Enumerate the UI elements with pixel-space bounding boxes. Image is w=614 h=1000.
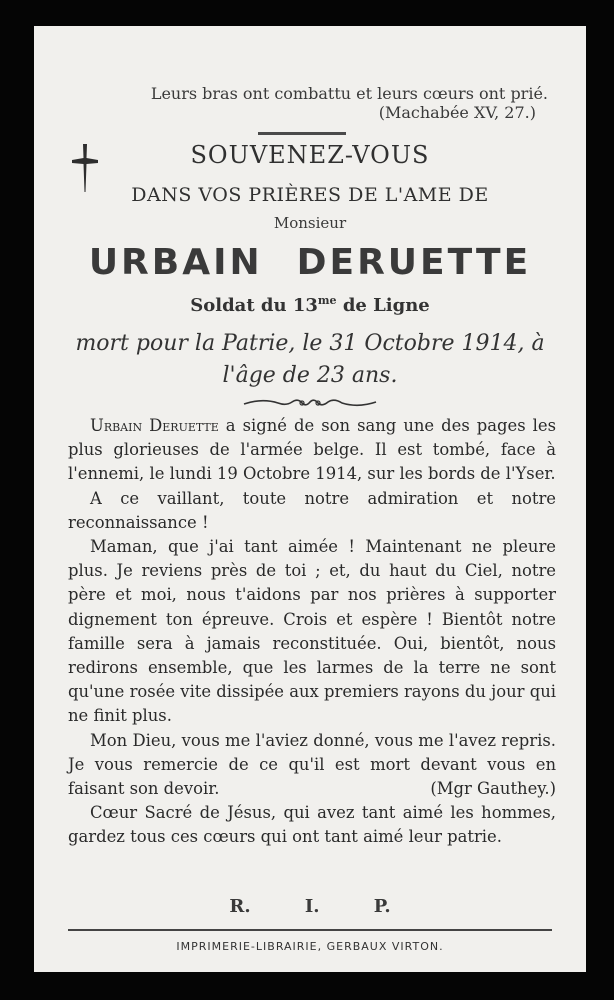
flourish-ornament (242, 396, 378, 410)
honorific: Monsieur (273, 214, 347, 232)
epigraph-reference: (Machabée XV, 27.) (378, 103, 536, 122)
paragraph-3: Maman, que j'ai tant aimée ! Maintenant ne pleure plus. Je reviens près de toi ; et, du haut du Ciel, notre père et moi, nous t'aidons par nos prières à supporter dignement ton épreuve. Crois et espère ! Bientôt notre famille sera à jamais reconstituée. Oui, bientôt, nous redirons ensemble, que les larmes de la terre ne sont qu'une rosée vite dissipée aux premiers rayons du jour qui ne finit plus. (68, 537, 556, 726)
first-name: URBAIN (88, 242, 263, 283)
paragraph-4 (68, 729, 556, 802)
rank-suffix: de Ligne (336, 295, 430, 316)
top-rule (258, 132, 346, 135)
paragraph-1 (68, 414, 556, 487)
heading-souvenez: SOUVENEZ-VOUS (190, 141, 430, 169)
rank-line (34, 294, 586, 316)
heading-prieres: DANS VOS PRIÈRES DE L'AME DE (131, 184, 489, 206)
death-info (34, 328, 586, 392)
paragraph-2: A ce vaillant, toute notre admiration et notre reconnaissance ! (68, 488, 556, 532)
bottom-rule (68, 929, 552, 931)
rip-line: R. I. P. (229, 896, 391, 917)
epigraph-quote: Leurs bras ont combattu et leurs cœurs ont prié. (150, 84, 548, 103)
paragraph-5: Cœur Sacré de Jésus, qui avez tant aimé les hommes, gardez tous ces cœurs qui ont tant aimé leur patrie. (68, 803, 556, 847)
paragraph-4-text: Mon Dieu, vous me l'aviez donné, vous me l'avez repris. Je vous remercie de ce qu'il est mort devant vous en faisant son devoir. (68, 730, 556, 799)
epigraph (151, 84, 548, 122)
paragraph-4-signature: (Mgr Gauthey.) (430, 779, 556, 799)
body-text (68, 414, 556, 850)
paragraph-1-name: Urbain Deruette (90, 416, 219, 435)
death-line-2: l'âge de 23 ans. (222, 363, 398, 388)
rank-prefix: Soldat du 13 (190, 295, 318, 316)
printer-imprint: IMPRIMERIE-LIBRAIRIE, GERBAUX VIRTON. (176, 940, 444, 953)
memorial-card (34, 26, 586, 972)
deceased-name (34, 242, 586, 283)
death-line-1: mort pour la Patrie, le 31 Octobre 1914, à (75, 331, 545, 356)
last-name: DERUETTE (296, 242, 532, 283)
paragraph-1-text: a signé de son sang une des pages les plus glorieuses de l'armée belge. Il est tombé, face à l'ennemi, le lundi 19 Octobre 1914, sur les bords de l'Yser. (68, 416, 556, 484)
rank-sup: me (317, 294, 337, 307)
